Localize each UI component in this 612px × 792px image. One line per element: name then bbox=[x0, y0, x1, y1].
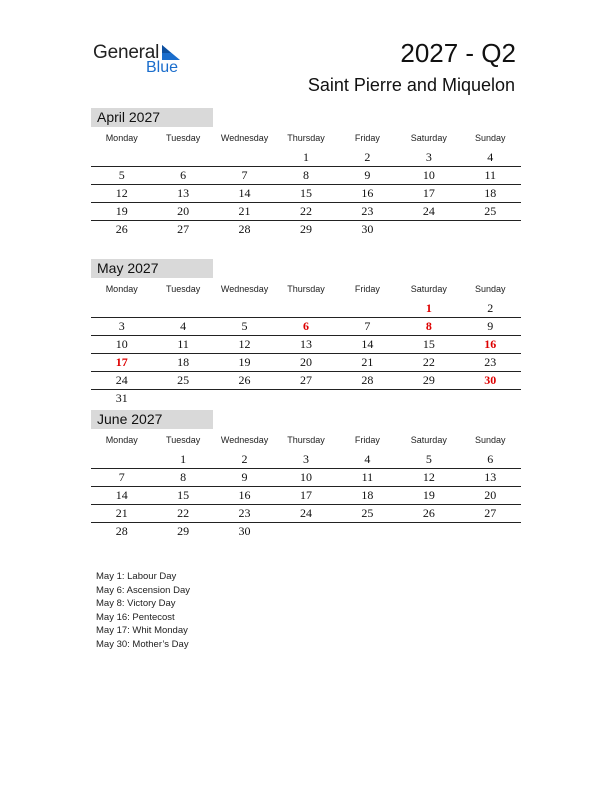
holiday-list-item: May 6: Ascension Day bbox=[96, 584, 190, 596]
day-cell: 3 bbox=[302, 452, 309, 466]
day-cell: 5 bbox=[241, 319, 248, 333]
holiday-list-item: May 1: Labour Day bbox=[96, 571, 177, 582]
day-cell: 29 bbox=[422, 373, 435, 387]
day-cell: 20 bbox=[177, 204, 190, 218]
weekday-label: Sunday bbox=[474, 435, 506, 445]
day-cell: 27 bbox=[484, 506, 497, 520]
day-cell: 23 bbox=[361, 204, 374, 218]
weekday-label: Monday bbox=[105, 435, 138, 445]
day-cell: 7 bbox=[118, 470, 125, 484]
week-row bbox=[91, 203, 521, 221]
week-row bbox=[91, 487, 521, 505]
day-cell: 13 bbox=[177, 186, 190, 200]
week-row bbox=[91, 167, 521, 185]
page-subtitle: Saint Pierre and Miquelon bbox=[307, 75, 515, 95]
day-cell: 14 bbox=[238, 186, 251, 200]
month-calendar-june bbox=[91, 410, 521, 540]
day-cell: 16 bbox=[238, 488, 251, 502]
day-cell: 26 bbox=[422, 506, 435, 520]
day-cell: 14 bbox=[361, 337, 374, 351]
day-cell: 13 bbox=[299, 337, 312, 351]
day-cell: 18 bbox=[361, 488, 374, 502]
day-cell: 13 bbox=[484, 470, 497, 484]
day-cell: 7 bbox=[364, 319, 371, 333]
weekday-label: Sunday bbox=[474, 133, 506, 143]
holiday-list-item: May 17: Whit Monday bbox=[96, 625, 188, 636]
holiday-day-cell: 1 bbox=[425, 301, 432, 315]
weekday-header-row bbox=[91, 127, 521, 149]
month-calendar-may bbox=[91, 259, 521, 407]
day-cell: 17 bbox=[422, 186, 435, 200]
week-row bbox=[91, 390, 521, 407]
holiday-day-cell: 8 bbox=[425, 319, 432, 333]
day-cell: 21 bbox=[115, 506, 128, 520]
day-cell: 8 bbox=[302, 168, 309, 182]
day-cell: 10 bbox=[115, 337, 128, 351]
week-row bbox=[91, 451, 521, 469]
day-cell: 15 bbox=[422, 337, 435, 351]
day-cell: 1 bbox=[180, 452, 187, 466]
day-cell: 25 bbox=[177, 373, 190, 387]
weekday-label: Tuesday bbox=[166, 284, 201, 294]
day-cell: 29 bbox=[177, 524, 190, 538]
day-cell: 24 bbox=[422, 204, 435, 218]
day-cell: 19 bbox=[422, 488, 435, 502]
day-cell: 3 bbox=[425, 150, 432, 164]
day-cell: 19 bbox=[115, 204, 128, 218]
day-cell: 30 bbox=[361, 222, 374, 236]
weekday-label: Tuesday bbox=[166, 435, 201, 445]
day-cell: 17 bbox=[299, 488, 312, 502]
weekday-label: Friday bbox=[354, 284, 380, 294]
weekday-label: Sunday bbox=[474, 284, 506, 294]
day-cell: 18 bbox=[484, 186, 497, 200]
day-cell: 15 bbox=[299, 186, 312, 200]
brand-blue-text: Blue bbox=[146, 59, 179, 76]
day-cell: 10 bbox=[422, 168, 435, 182]
weekday-header-row bbox=[91, 429, 521, 451]
day-cell: 26 bbox=[115, 222, 128, 236]
weekday-label: Friday bbox=[354, 435, 380, 445]
holiday-list-item: May 8: Victory Day bbox=[96, 598, 176, 609]
day-cell: 12 bbox=[422, 470, 435, 484]
weekday-label: Thursday bbox=[287, 435, 325, 445]
brand-logo bbox=[93, 40, 193, 80]
day-cell: 16 bbox=[361, 186, 374, 200]
day-cell: 26 bbox=[238, 373, 251, 387]
day-cell: 27 bbox=[299, 373, 312, 387]
holiday-list-item: May 30: Mother’s Day bbox=[96, 638, 189, 650]
holiday-list bbox=[96, 570, 190, 651]
week-row bbox=[91, 354, 521, 372]
day-cell: 6 bbox=[180, 168, 187, 182]
day-cell: 14 bbox=[115, 488, 128, 502]
day-cell: 12 bbox=[115, 186, 128, 200]
weekday-label: Monday bbox=[105, 133, 138, 143]
week-row bbox=[91, 185, 521, 203]
day-cell: 20 bbox=[299, 355, 312, 369]
month-label: May 2027 bbox=[91, 259, 213, 278]
page-title: 2027 - Q2 bbox=[400, 38, 516, 68]
day-cell: 15 bbox=[177, 488, 190, 502]
day-cell: 9 bbox=[241, 470, 248, 484]
day-cell: 5 bbox=[425, 452, 432, 466]
brand-general-text: General bbox=[93, 42, 160, 63]
weekday-label: Monday bbox=[105, 284, 138, 294]
day-cell: 7 bbox=[241, 168, 248, 182]
day-cell: 24 bbox=[299, 506, 312, 520]
day-cell: 25 bbox=[484, 204, 497, 218]
day-cell: 23 bbox=[238, 506, 251, 520]
day-cell: 24 bbox=[115, 373, 128, 387]
day-cell: 27 bbox=[177, 222, 190, 236]
day-cell: 11 bbox=[361, 470, 374, 484]
day-cell: 11 bbox=[484, 168, 497, 182]
weekday-label: Friday bbox=[354, 133, 380, 143]
weekday-label: Thursday bbox=[287, 133, 325, 143]
day-cell: 19 bbox=[238, 355, 251, 369]
day-cell: 22 bbox=[177, 506, 190, 520]
day-cell: 23 bbox=[484, 355, 497, 369]
week-row bbox=[91, 372, 521, 390]
day-cell: 2 bbox=[364, 150, 371, 164]
day-cell: 22 bbox=[299, 204, 312, 218]
day-cell: 4 bbox=[364, 452, 371, 466]
week-row bbox=[91, 221, 521, 238]
day-cell: 29 bbox=[299, 222, 312, 236]
day-cell: 4 bbox=[487, 150, 494, 164]
day-cell: 21 bbox=[361, 355, 374, 369]
day-cell: 9 bbox=[487, 319, 494, 333]
weekday-label: Saturday bbox=[410, 435, 447, 445]
day-cell: 2 bbox=[241, 452, 248, 466]
day-cell: 6 bbox=[487, 452, 494, 466]
holiday-day-cell: 6 bbox=[302, 319, 309, 333]
month-label: April 2027 bbox=[91, 108, 213, 127]
day-cell: 21 bbox=[238, 204, 251, 218]
weekday-label: Tuesday bbox=[166, 133, 201, 143]
holiday-list-item: May 16: Pentecost bbox=[96, 611, 175, 623]
weekday-label: Saturday bbox=[410, 133, 447, 143]
day-cell: 10 bbox=[299, 470, 312, 484]
day-cell: 28 bbox=[115, 524, 128, 538]
month-calendar-april bbox=[91, 108, 521, 238]
day-cell: 2 bbox=[487, 301, 494, 315]
weekday-label: Wednesday bbox=[220, 435, 269, 445]
day-cell: 12 bbox=[238, 337, 251, 351]
day-cell: 18 bbox=[177, 355, 190, 369]
month-label: June 2027 bbox=[91, 410, 213, 429]
day-cell: 28 bbox=[238, 222, 251, 236]
day-cell: 4 bbox=[180, 319, 187, 333]
day-cell: 11 bbox=[177, 337, 189, 351]
weekday-header-row bbox=[91, 278, 521, 300]
day-cell: 20 bbox=[484, 488, 497, 502]
day-cell: 1 bbox=[302, 150, 309, 164]
weekday-label: Wednesday bbox=[220, 133, 269, 143]
holiday-day-cell: 16 bbox=[484, 337, 497, 351]
week-row bbox=[91, 469, 521, 487]
day-cell: 22 bbox=[422, 355, 435, 369]
day-cell: 25 bbox=[361, 506, 374, 520]
holiday-day-cell: 17 bbox=[115, 355, 128, 369]
week-row bbox=[91, 336, 521, 354]
day-cell: 30 bbox=[238, 524, 251, 538]
weekday-label: Thursday bbox=[287, 284, 325, 294]
weekday-label: Wednesday bbox=[220, 284, 269, 294]
holiday-day-cell: 30 bbox=[484, 373, 497, 387]
week-row bbox=[91, 149, 521, 167]
weekday-label: Saturday bbox=[410, 284, 447, 294]
week-row bbox=[91, 318, 521, 336]
day-cell: 28 bbox=[361, 373, 374, 387]
day-cell: 3 bbox=[118, 319, 125, 333]
week-row bbox=[91, 523, 521, 540]
week-row bbox=[91, 505, 521, 523]
day-cell: 9 bbox=[364, 168, 371, 182]
week-row bbox=[91, 300, 521, 318]
day-cell: 8 bbox=[180, 470, 187, 484]
day-cell: 5 bbox=[118, 168, 125, 182]
day-cell: 31 bbox=[115, 391, 128, 405]
